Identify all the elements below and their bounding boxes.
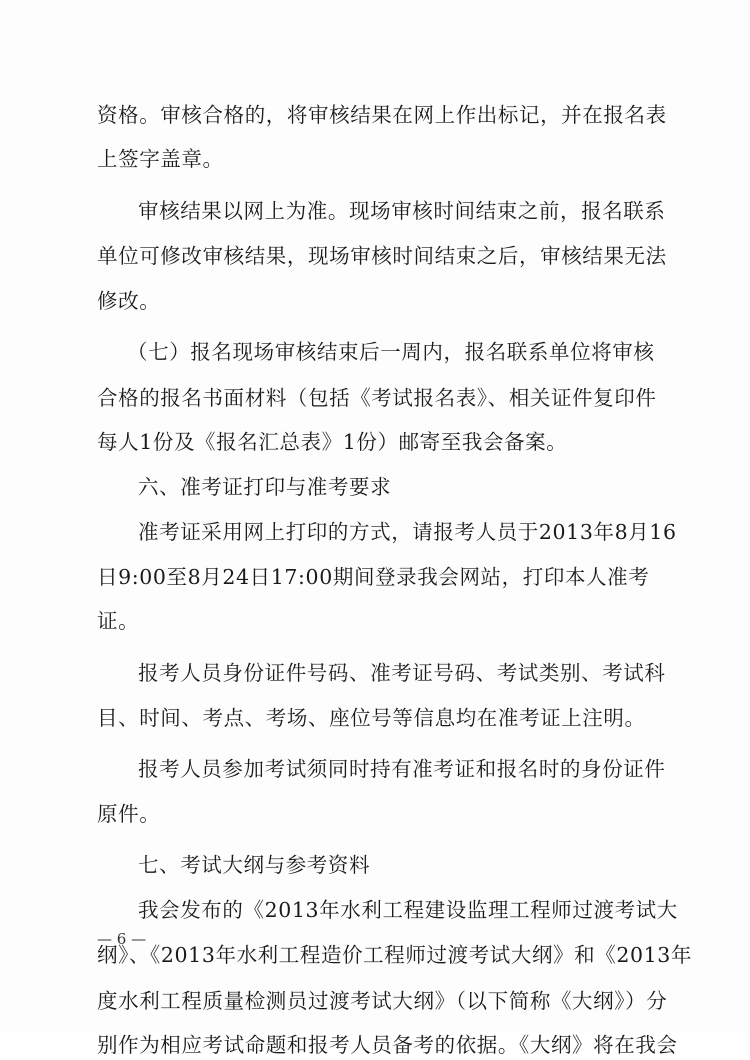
text-line: 修改。: [97, 289, 161, 313]
text-line: 每人1份及《报名汇总表》1份）邮寄至我会备案。: [97, 430, 568, 454]
text-line: （七）报名现场审核结束后一周内，报名联系单位将审核: [127, 340, 655, 364]
text-line: 资格。审核合格的，将审核结果在网上作出标记，并在报名表: [97, 103, 667, 127]
document-body: [97, 100, 693, 1060]
text-line: 纲》、《2013年水利工程造价工程师过渡考试大纲》和《2013年: [97, 943, 693, 967]
text-line: 报考人员身份证件号码、准考证号码、考试类别、考试科: [138, 661, 666, 685]
text-line: 报考人员参加考试须同时持有准考证和报名时的身份证件: [138, 757, 666, 781]
text-line: 单位可修改审核结果，现场审核时间结束之后，审核结果无法: [97, 244, 667, 268]
text-line: 上签字盖章。: [97, 147, 224, 171]
text-line: 证。: [97, 609, 140, 633]
text-line: 原件。: [97, 802, 161, 826]
text-line: 度水利工程质量检测员过渡考试大纲》（以下简称《大纲》）分: [97, 989, 668, 1013]
page-number: — 6 —: [97, 930, 147, 948]
section-heading: 六、准考证打印与准考要求: [138, 475, 392, 499]
section-heading: 七、考试大纲与参考资料: [138, 853, 371, 877]
text-line: 别作为相应考试命题和报考人员备考的依据。《大纲》将在我会: [97, 1033, 678, 1057]
text-line: 我会发布的《2013年水利工程建设监理工程师过渡考试大: [138, 898, 678, 922]
text-line: 日9:00至8月24日17:00期间登录我会网站，打印本人准考: [97, 565, 650, 589]
text-line: 准考证采用网上打印的方式，请报考人员于2013年8月16: [138, 520, 677, 544]
text-line: 审核结果以网上为准。现场审核时间结束之前，报名联系: [138, 199, 666, 223]
text-line: 合格的报名书面材料（包括《考试报名表》、相关证件复印件: [97, 386, 657, 410]
text-line: 目、时间、考点、考场、座位号等信息均在准考证上注明。: [97, 706, 646, 730]
